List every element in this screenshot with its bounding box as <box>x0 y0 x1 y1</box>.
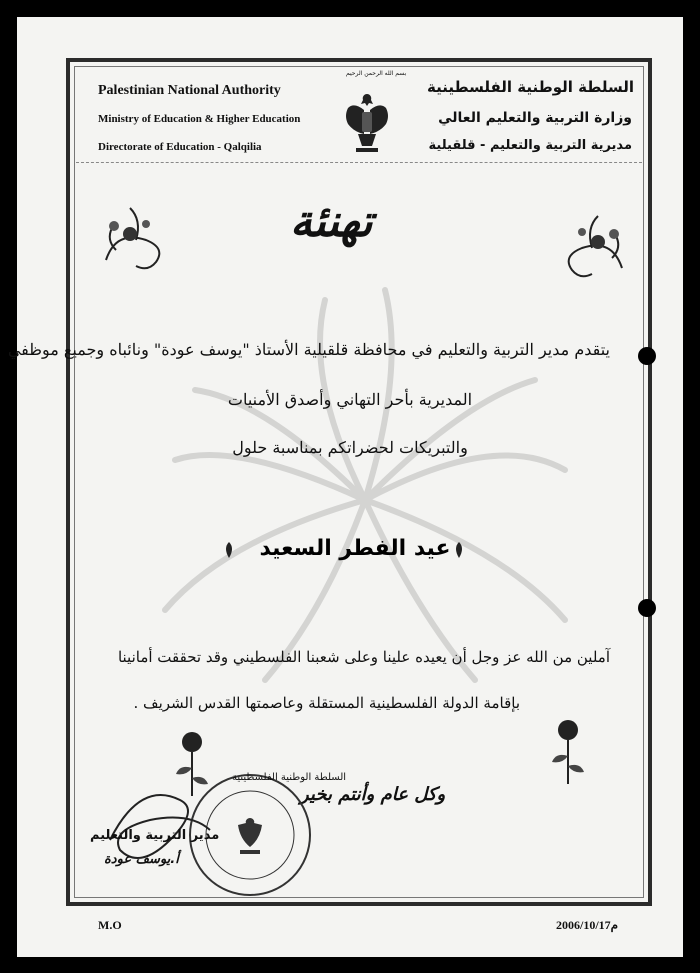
header-divider <box>76 162 642 163</box>
eagle-emblem-icon <box>344 72 390 160</box>
en-authority: Palestinian National Authority <box>98 83 281 98</box>
rose-right-icon <box>548 716 588 786</box>
body-line-5: بإقامة الدولة الفلسطينية المستقلة وعاصمتها القدس الشريف . <box>133 694 520 712</box>
ar-directorate: مديرية التربية والتعليم - قلقيلية <box>428 138 632 153</box>
occasion-title: عيد الفطر السعيد <box>259 536 451 561</box>
footer-date: 2006/10/17م <box>556 918 619 932</box>
body-line-3: والتبريكات لحضراتكم بمناسبة حلول <box>232 438 468 457</box>
punch-hole-top <box>638 347 656 365</box>
ar-ministry: وزارة التربية والتعليم العالي <box>438 110 632 126</box>
body-line-1: يتقدم مدير التربية والتعليم في محافظة قلقيلية الأستاذ "يوسف عودة" ونائباه وجميع موظفي <box>7 340 610 359</box>
footer-code: M.O <box>98 918 122 932</box>
body-line-4: آملين من الله عز وجل أن يعيده علينا وعلى شعبنا الفلسطيني وقد تحققت أمانينا <box>117 648 610 666</box>
floral-ornament-left-icon <box>96 200 176 280</box>
title-tahnia: تهنئة <box>290 196 373 247</box>
leaf-ornament-left-icon <box>222 540 236 560</box>
stamp-text: السلطة الوطنية الفلسطينية <box>232 772 347 783</box>
signatory-name: أ.يوسف عودة <box>104 852 179 867</box>
ar-authority: السلطة الوطنية الفلسطينية <box>427 78 634 96</box>
basmala: بسم الله الرحمن الرحيم <box>346 70 407 77</box>
en-directorate: Directorate of Education - Qalqilia <box>98 141 262 153</box>
punch-hole-bottom <box>638 599 656 617</box>
en-ministry: Ministry of Education & Higher Education <box>98 113 301 125</box>
body-line-2: المديرية بأحر التهاني وأصدق الأمنيات <box>227 390 473 409</box>
signatory-title: مدير التربية والتعليم <box>90 828 220 843</box>
background-burst-decoration <box>150 270 580 690</box>
closing-greeting: وكل عام وأنتم بخير <box>300 784 446 805</box>
leaf-ornament-right-icon <box>452 540 466 560</box>
